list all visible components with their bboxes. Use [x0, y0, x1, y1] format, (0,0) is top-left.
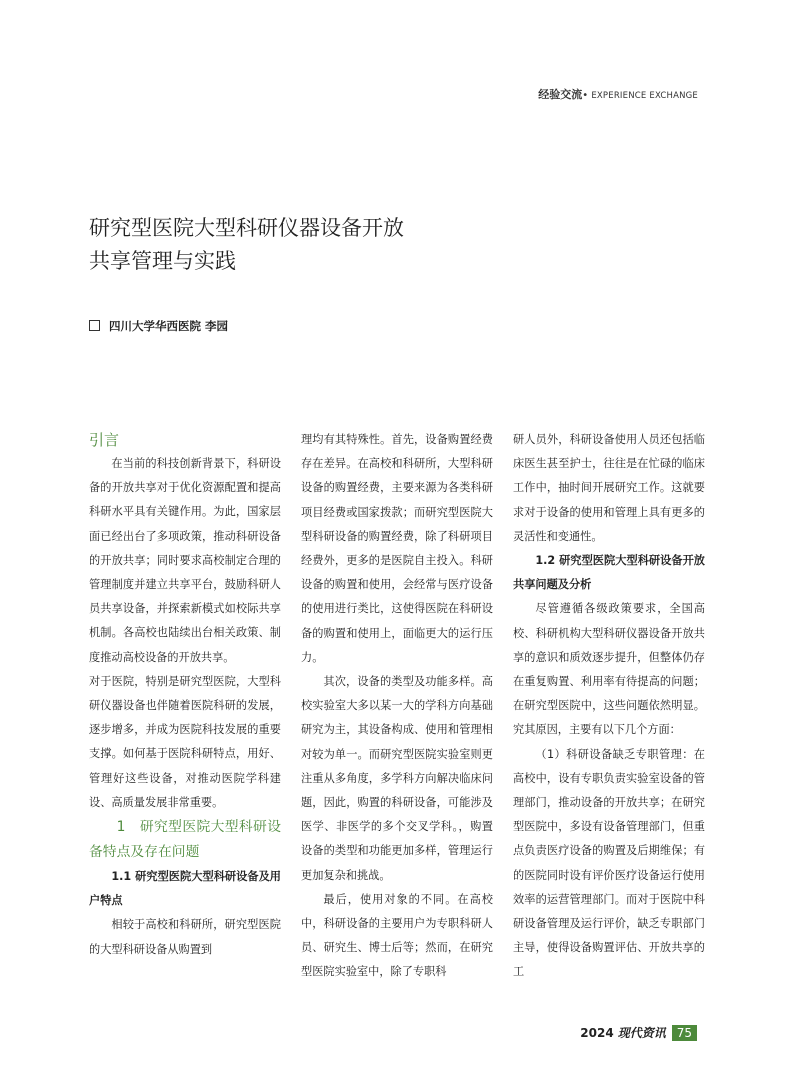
footer-year: 2024 — [580, 1026, 614, 1040]
square-bullet-icon — [89, 320, 100, 331]
header-separator: • — [582, 90, 589, 101]
paragraph: 尽管遵循各级政策要求，全国高校、科研机构大型科研仪器设备开放共享的意识和质效逐步提升，但整体仍存在重复购置、利用率有待提高的问题；在研究型医院中，这些问题依然明显。究其原因，主要有以下几个方面： — [513, 602, 705, 737]
author-affiliation: 四川大学华西医院 李园 — [109, 319, 229, 333]
running-header — [538, 86, 698, 102]
paragraph: 相较于高校和科研所，研究型医院的大型科研设备从购置到 — [89, 918, 281, 956]
article-title — [89, 212, 549, 278]
section-heading-1: 1 研究型医院大型科研设备特点及存在问题 — [89, 819, 281, 861]
author-line — [89, 318, 228, 334]
article-title-line-2: 共享管理与实践 — [89, 249, 236, 273]
paragraph: 最后，使用对象的不同。在高校中，科研设备的主要用户为专职科研人员、研究生、博士后等；然而，在研究型医院实验室中，除了专职科 — [301, 892, 493, 979]
column-3 — [513, 428, 705, 985]
paragraph: 理均有其特殊性。首先，设备购置经费存在差异。在高校和科研所，大型科研设备的购置经费，主要来源为各类科研项目经费或国家拨款；而研究型医院大型科研设备的购置经费，除了科研项目经费外，更多的是医院自主投入。科研设备的购置和使用，会经常与医疗设备的使用进行类比，这使得医院在科研设备的购置和使用上，面临更大的运行压力。 — [301, 433, 493, 664]
section-name: 经验交流 — [538, 88, 583, 101]
article-title-line-1: 研究型医院大型科研仪器设备开放 — [89, 216, 404, 240]
paragraph: 其次，设备的类型及功能多样。高校实验室大多以某一大的学科方向基础研究为主，其设备构成、使用和管理相对较为单一。而研究型医院实验室则更注重从多角度，多学科方向解决临床问题，因此，购置的科研设备，可能涉及医学、非医学的多个交叉学科。，购置设备的类型和功能更加多样，管理运行更加复杂和挑战。 — [301, 675, 493, 882]
subsection-heading-1-2: 1.2 研究型医院大型科研设备开放共享问题及分析 — [513, 554, 705, 592]
paragraph: 在当前的科技创新背景下，科研设备的开放共享对于优化资源配置和提高科研水平具有关键作用。为此，国家层面已经出台了多项政策，推动科研设备的开放共享；同时要求高校制定合理的管理制度并建立共享平台，鼓励科研人员共享设备，并探索新模式如校际共享机制。各高校也陆续出台相关政策、制度推动高校设备的开放共享。 — [89, 457, 281, 664]
paragraph: 对于医院，特别是研究型医院，大型科研仪器设备也伴随着医院科研的发展，逐步增多，并成为医院科技发展的重要支撑。如何基于医院科研特点，用好、管理好这些设备，对推动医院学科建设、高质量发展非常重要。 — [89, 674, 281, 809]
section-name-english: EXPERIENCE EXCHANGE — [591, 91, 698, 101]
intro-heading: 引言 — [89, 431, 120, 449]
page-footer — [580, 1024, 697, 1041]
paragraph: 研人员外，科研设备使用人员还包括临床医生甚至护士，往往是在忙碌的临床工作中，抽时间开展研究工作。这就要求对于设备的使用和管理上具有更多的灵活性和变通性。 — [513, 433, 705, 543]
subsection-heading-1-1: 1.1 研究型医院大型科研设备及用户特点 — [89, 870, 281, 908]
column-2 — [301, 428, 493, 985]
page-number: 75 — [672, 1025, 697, 1041]
paragraph: （1）科研设备缺乏专职管理：在高校中，设有专职负责实验室设备的管理部门，推动设备的开放共享；在研究型医院中，多设有设备管理部门，但重点负责医疗设备的购置及后期维保；有的医院同时设有评价医疗设备运行使用效率的运营管理部门。而对于医院中科研设备管理及运行评价，缺乏专职部门主导，使得设备购置评估、开放共享的工 — [513, 747, 705, 979]
column-1 — [89, 428, 281, 962]
magazine-name: 现代资讯 — [617, 1026, 666, 1040]
